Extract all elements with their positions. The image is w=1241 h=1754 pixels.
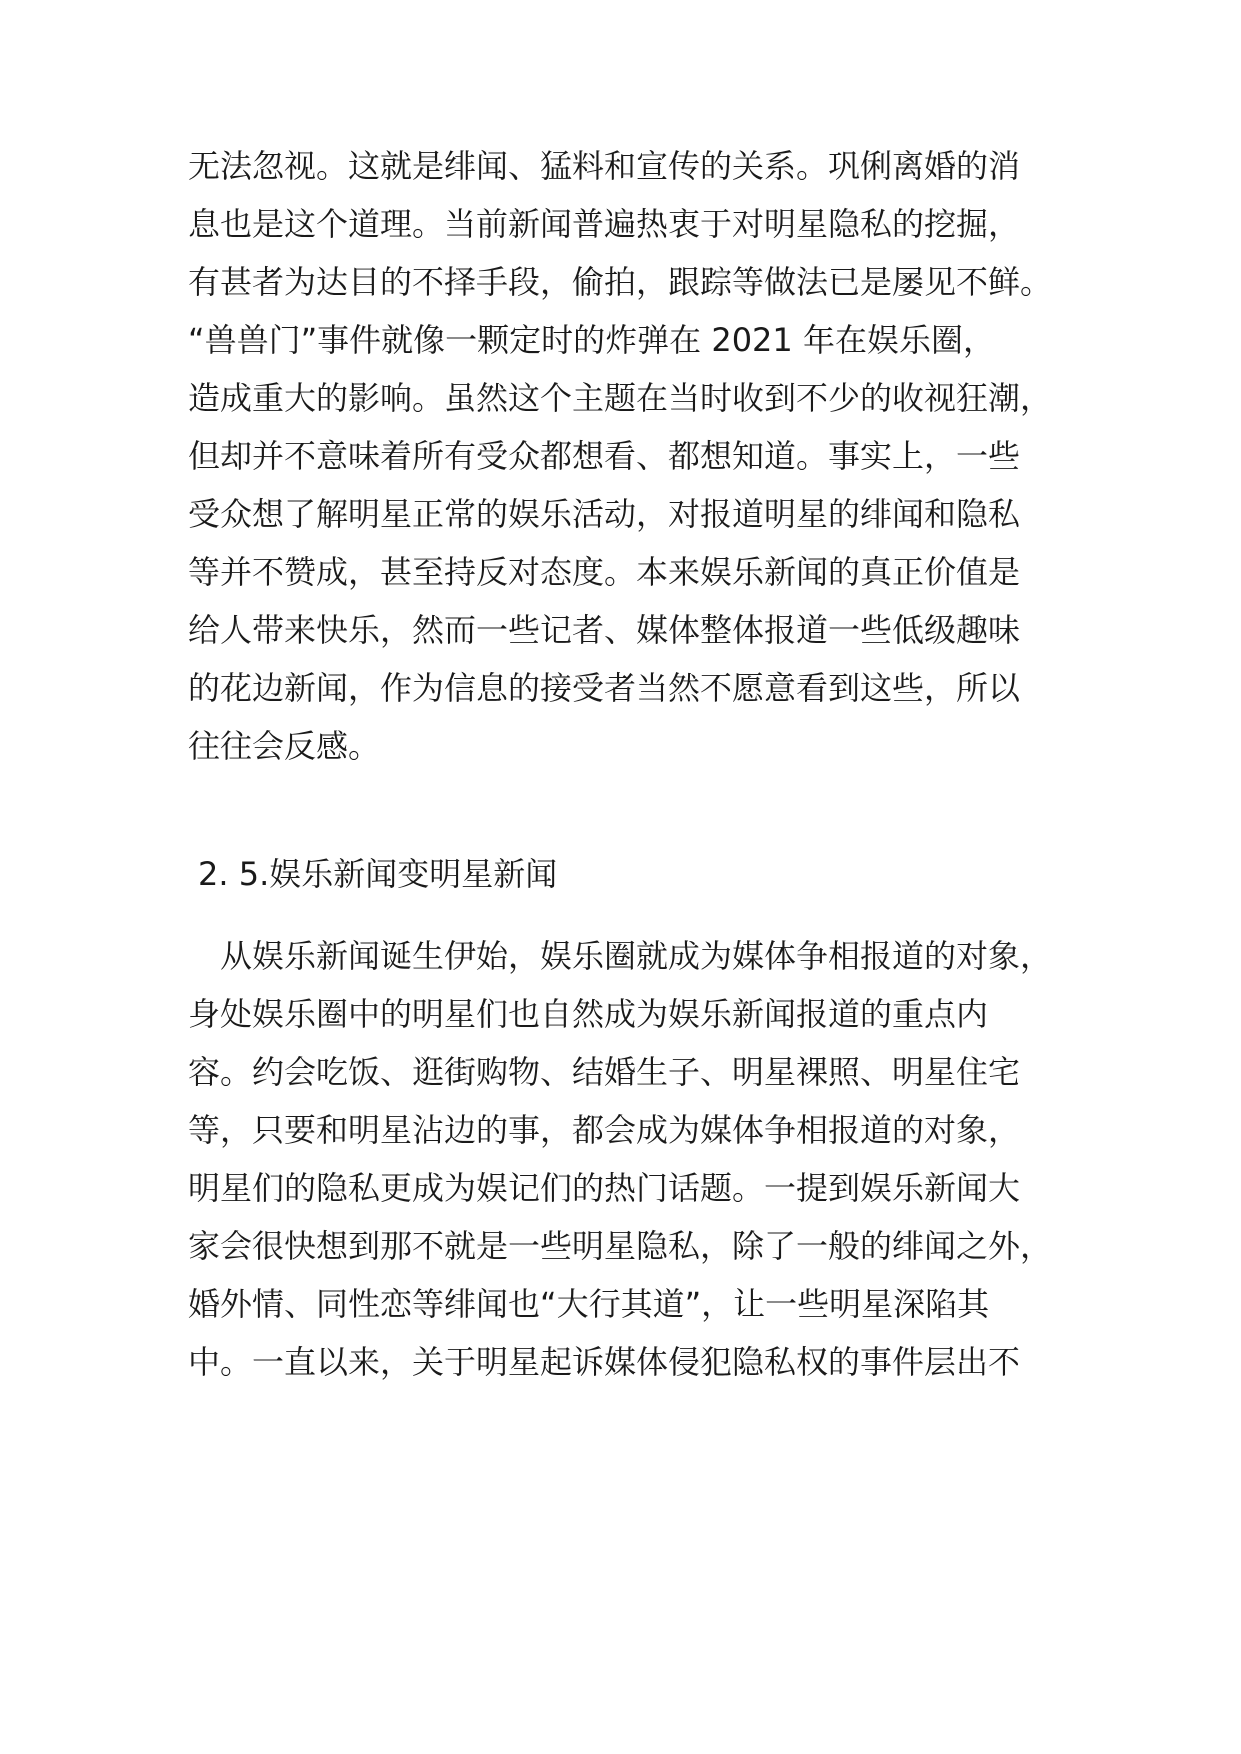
- text-line: 造成重大的影响。虽然这个主题在当时收到不少的收视狂潮，: [188, 379, 1053, 417]
- text-line: 容。约会吃饭、逛街购物、结婚生子、明星裸照、明星住宅: [188, 1053, 1021, 1091]
- text-line: 给人带来快乐，然而一些记者、媒体整体报道一些低级趣味: [188, 611, 1021, 649]
- text-line: 有甚者为达目的不择手段，偷拍，跟踪等做法已是屡见不鲜。: [188, 263, 1053, 301]
- text-line: 婚外情、同性恋等绯闻也“大行其道”，让一些明星深陷其: [188, 1285, 990, 1323]
- text-line: 无法忽视。这就是绯闻、猛料和宣传的关系。巩俐离婚的消: [188, 147, 1021, 185]
- text-line: 息也是这个道理。当前新闻普遍热衷于对明星隐私的挖掘，: [188, 205, 1021, 243]
- text-line: “兽兽门”事件就像一颗定时的炸弹在 2021 年在娱乐圈，: [188, 321, 995, 359]
- text-line: 家会很快想到那不就是一些明星隐私，除了一般的绯闻之外，: [188, 1227, 1053, 1265]
- text-line: 明星们的隐私更成为娱记们的热门话题。一提到娱乐新闻大: [188, 1169, 1021, 1207]
- text-line: 受众想了解明星正常的娱乐活动，对报道明星的绯闻和隐私: [188, 495, 1021, 533]
- text-line: 往往会反感。: [188, 727, 381, 765]
- section-heading: 2. 5.娱乐新闻变明星新闻: [198, 855, 558, 893]
- text-line: 从娱乐新闻诞生伊始，娱乐圈就成为媒体争相报道的对象，: [188, 937, 1053, 975]
- text-line: 的花边新闻，作为信息的接受者当然不愿意看到这些，所以: [188, 669, 1021, 707]
- text-line: 但却并不意味着所有受众都想看、都想知道。事实上，一些: [188, 437, 1021, 475]
- text-line: 等，只要和明星沾边的事，都会成为媒体争相报道的对象，: [188, 1111, 1021, 1149]
- text-line: 中。一直以来，关于明星起诉媒体侵犯隐私权的事件层出不: [188, 1343, 1021, 1381]
- text-line: 等并不赞成，甚至持反对态度。本来娱乐新闻的真正价值是: [188, 553, 1021, 591]
- text-line: 身处娱乐圈中的明星们也自然成为娱乐新闻报道的重点内: [188, 995, 989, 1033]
